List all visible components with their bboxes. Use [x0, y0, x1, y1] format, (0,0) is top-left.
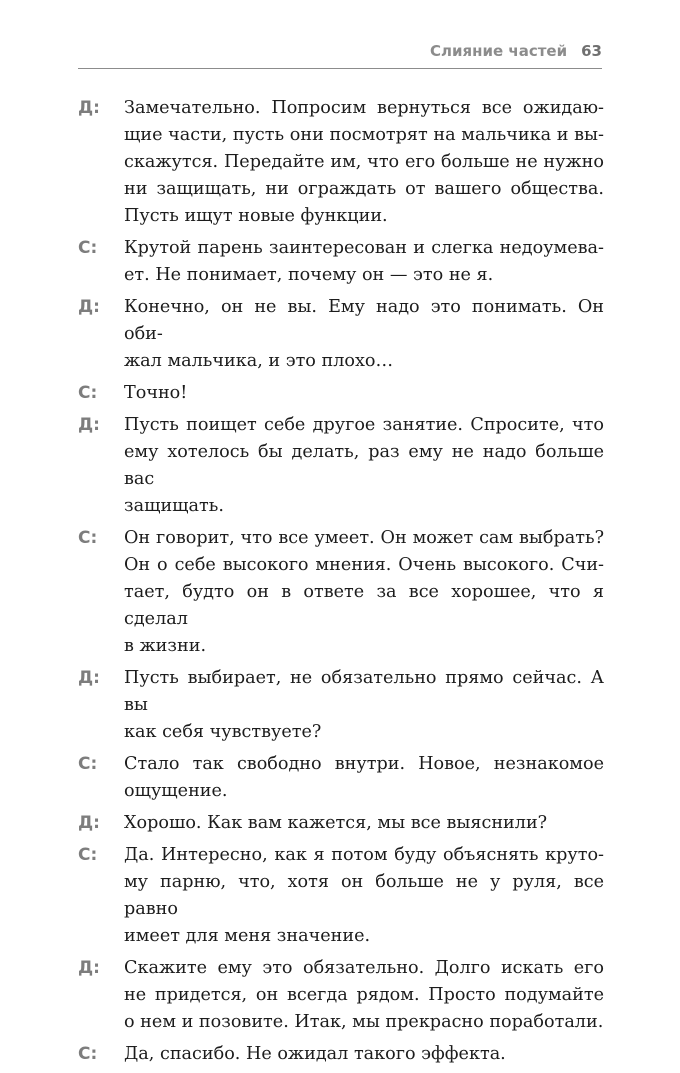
speaker-label: С: [78, 238, 98, 258]
speech-line: жал мальчика, и это плохо… [124, 351, 394, 371]
speaker-label: С: [78, 754, 98, 774]
dialogue-turn [78, 294, 604, 375]
dialogue-turn [78, 380, 604, 407]
speech-line: как себя чувствуете? [124, 722, 322, 742]
speech-line: Пусть выбирает, не обязательно прямо сейчас. А вы [124, 668, 604, 715]
speech-line: Точно! [124, 383, 188, 403]
speech-text [124, 842, 604, 950]
speech-line: Хорошо. Как вам кажется, мы все выяснили? [124, 813, 548, 833]
dialogue-turn [78, 412, 604, 520]
page-header [78, 42, 602, 66]
speech-text [124, 294, 604, 375]
speech-text [124, 412, 604, 520]
speech-text [124, 810, 604, 837]
page-number: 63 [581, 42, 602, 60]
dialogue-turn [78, 751, 604, 805]
speech-line: Пусть ищут новые функции. [124, 206, 388, 226]
speaker-label: С: [78, 528, 98, 548]
speaker-label: Д: [78, 958, 100, 978]
speech-line: ет. Не понимает, почему он — это не я. [124, 265, 494, 285]
speech-line: Да, спасибо. Не ожидал такого эффекта. [124, 1044, 506, 1064]
speech-line: не придется, он всегда рядом. Просто подумайте [124, 985, 604, 1005]
speech-line: Пусть поищет себе другое занятие. Спросите, что [124, 415, 604, 435]
speaker-label: Д: [78, 297, 100, 317]
speaker-label: Д: [78, 415, 100, 435]
speech-text [124, 955, 604, 1036]
speech-line: тает, будто он в ответе за все хорошее, что я сделал [124, 582, 604, 629]
speech-text [124, 380, 604, 407]
speaker-label: С: [78, 1044, 98, 1064]
speech-line: в жизни. [124, 636, 207, 656]
speech-text [124, 95, 604, 230]
speech-text [124, 665, 604, 746]
speech-line: ощущение. [124, 781, 228, 801]
speech-line: му парню, что, хотя он больше не у руля, все равно [124, 872, 604, 919]
speech-line: Он о себе высокого мнения. Очень высокого. Счи- [124, 555, 604, 575]
speech-line: Он говорит, что все умеет. Он может сам выбрать? [124, 528, 604, 548]
dialogue-turn [78, 1041, 604, 1068]
dialogue-turn [78, 955, 604, 1036]
speech-text [124, 1041, 604, 1068]
speaker-label: Д: [78, 668, 100, 688]
speech-text [124, 235, 604, 289]
running-title: Слияние частей [430, 42, 568, 60]
dialogue-turn [78, 665, 604, 746]
speaker-label: Д: [78, 813, 100, 833]
speech-line: скажутся. Передайте им, что его больше не нужно [124, 152, 604, 172]
speaker-label: С: [78, 383, 98, 403]
speech-line: Конечно, он не вы. Ему надо это понимать. Он оби- [124, 297, 604, 344]
dialogue-turn [78, 842, 604, 950]
speech-line: ему хотелось бы делать, раз ему не надо больше вас [124, 442, 604, 489]
speech-line: имеет для меня значение. [124, 926, 371, 946]
speech-line: Крутой парень заинтересован и слегка недоумева- [124, 238, 604, 258]
speech-line: о нем и позовите. Итак, мы прекрасно поработали. [124, 1012, 604, 1032]
speech-text [124, 751, 604, 805]
speech-line: Скажите ему это обязательно. Долго искать его [124, 958, 604, 978]
dialogue-turn [78, 810, 604, 837]
speaker-label: С: [78, 845, 98, 865]
speech-line: Да. Интересно, как я потом буду объяснять круто- [124, 845, 604, 865]
dialogue-turn [78, 95, 604, 230]
dialogue-turn [78, 525, 604, 660]
speech-line: ни защищать, ни ограждать от вашего общества. [124, 179, 604, 199]
header-rule [78, 68, 602, 69]
speaker-label: Д: [78, 98, 100, 118]
speech-text [124, 525, 604, 660]
speech-line: щие части, пусть они посмотрят на мальчика и вы- [124, 125, 604, 145]
dialogue [78, 95, 604, 1073]
speech-line: защищать. [124, 496, 224, 516]
speech-line: Стало так свободно внутри. Новое, незнакомое [124, 754, 604, 774]
speech-line: Замечательно. Попросим вернуться все ожидаю- [124, 98, 604, 118]
dialogue-turn [78, 235, 604, 289]
